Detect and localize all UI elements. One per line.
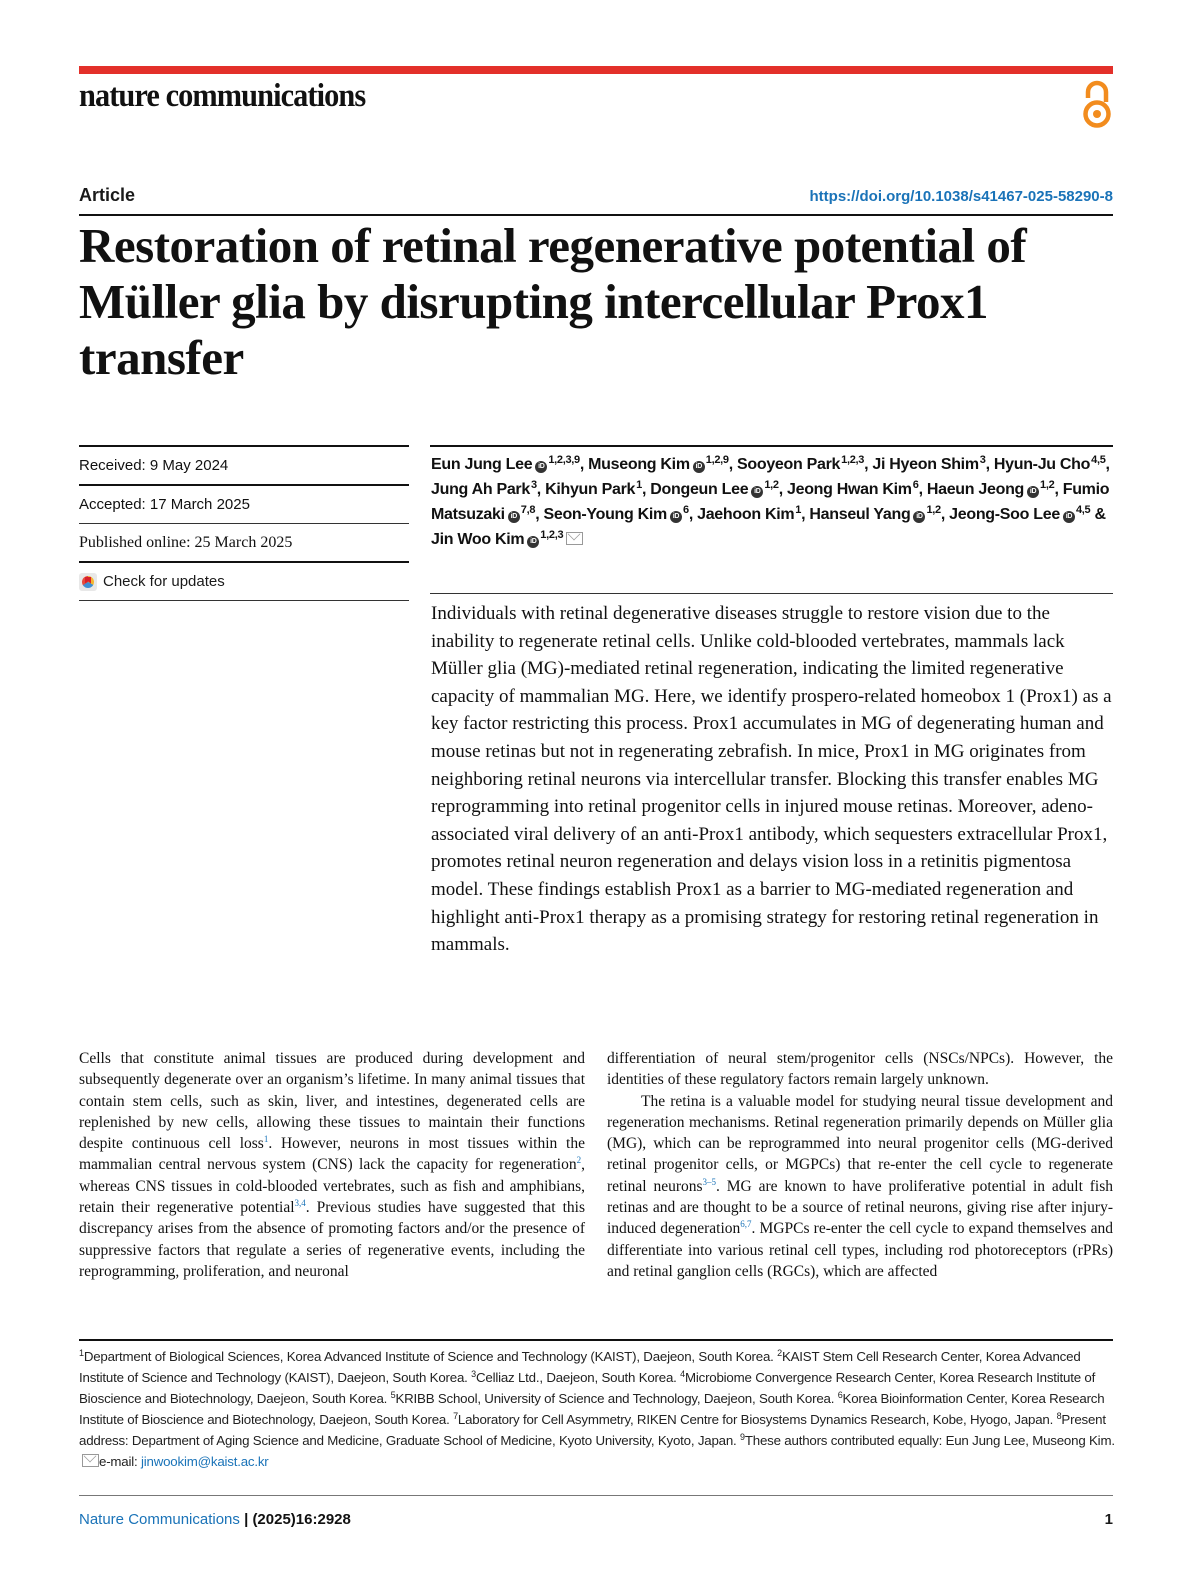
divider <box>79 1339 1113 1341</box>
affiliation-marker: 1,2 <box>764 479 779 491</box>
author-name: Sooyeon Park <box>737 456 841 473</box>
publication-dates <box>79 445 409 601</box>
affiliation-marker: 1 <box>636 479 642 491</box>
check-for-updates-button[interactable] <box>79 563 409 600</box>
affiliation-text: KRIBB School, University of Science and Technology, Daejeon, South Korea. <box>395 1391 838 1406</box>
article-title: Restoration of retinal regenerative potential of Müller glia by disrupting intercellular Prox1 transfer <box>79 218 1027 385</box>
reference-link[interactable]: 3,4 <box>294 1198 306 1209</box>
author-name: Jeong Hwan Kim <box>787 481 912 498</box>
reference-link[interactable]: 2 <box>576 1155 582 1166</box>
affiliation-marker: 1,2,3 <box>841 454 865 466</box>
affiliation-text: Present address: Department of Aging Science and Medicine, Graduate School of Medicine, Kyoto University, Kyoto, Japan. <box>79 1412 1106 1448</box>
affiliation-marker: 1,2,3 <box>540 529 564 541</box>
author-name: Seon-Young Kim <box>543 506 667 523</box>
email-label: e-mail: <box>99 1454 141 1469</box>
email-icon[interactable] <box>566 532 583 545</box>
author-name: Jaehoon Kim <box>697 506 795 523</box>
affiliation-text: KAIST Stem Cell Research Center, Korea Advanced Institute of Science and Technology (KAIST), Daejeon, South Korea. <box>79 1349 1081 1385</box>
divider <box>79 1495 1113 1496</box>
author-name: Eun Jung Lee <box>431 456 533 473</box>
affiliation-marker: 6 <box>912 479 919 491</box>
author-name: Jin Woo Kim <box>431 531 525 548</box>
affiliation-marker: 1,2,3,9 <box>548 454 580 466</box>
author-name: Fumio Matsuzaki <box>431 481 1110 523</box>
affiliation-marker: 4,5 <box>1075 504 1091 516</box>
reference-link[interactable]: 6,7 <box>740 1219 752 1230</box>
author-name: Dongeun Lee <box>650 481 749 498</box>
author-name: Haeun Jeong <box>926 481 1025 498</box>
published-date: Published online: 25 March 2025 <box>79 534 293 551</box>
orcid-icon[interactable]: iD <box>508 511 520 523</box>
orcid-icon[interactable]: iD <box>693 461 705 473</box>
open-access-icon <box>1080 80 1114 130</box>
affiliation-marker: 6 <box>682 504 689 516</box>
check-for-updates-label: Check for updates <box>103 573 225 590</box>
orcid-icon[interactable]: iD <box>535 461 547 473</box>
article-type: Article <box>79 185 136 205</box>
affiliation-text: Laboratory for Cell Asymmetry, RIKEN Centre for Biosystems Dynamics Research, Kobe, Hyogo, Japan. <box>457 1412 1057 1427</box>
brand-bar <box>79 66 1113 74</box>
affiliation-marker: 4,5 <box>1091 454 1106 466</box>
affiliation-number: 9 <box>740 1432 745 1442</box>
affiliation-number: 7 <box>453 1411 458 1421</box>
body-column-left <box>79 1048 585 1282</box>
divider <box>79 600 409 601</box>
author-name: Hanseul Yang <box>809 506 911 523</box>
affiliation-number: 8 <box>1056 1411 1062 1421</box>
journal-link[interactable]: Nature Communications <box>79 1511 240 1528</box>
affiliation-marker: 3 <box>530 479 537 491</box>
doi-link[interactable]: https://doi.org/10.1038/s41467-025-58290-8 <box>809 188 1113 205</box>
page-number: 1 <box>1104 1511 1113 1528</box>
affiliation-text: Korea Bioinformation Center, Korea Research Institute of Bioscience and Biotechnology, Daejeon, South Korea. <box>79 1391 1105 1427</box>
affiliations <box>79 1346 1119 1472</box>
crossmark-icon <box>79 573 97 591</box>
author-name: Kihyun Park <box>545 481 636 498</box>
affiliation-marker: 7,8 <box>520 504 536 516</box>
author-name: Jeong-Soo Lee <box>949 506 1060 523</box>
author-name: Museong Kim <box>588 456 690 473</box>
body-paragraph: differentiation of neural stem/progenitor cells (NSCs/NPCs). However, the identities of these regulatory factors remain largely unknown. <box>607 1050 1113 1089</box>
affiliation-number: 3 <box>471 1369 476 1379</box>
affiliation-number: 4 <box>680 1369 685 1379</box>
journal-logo: nature communications <box>79 78 366 114</box>
affiliation-number: 6 <box>837 1390 843 1400</box>
body-column-right <box>607 1048 1113 1282</box>
affiliation-number: 2 <box>777 1348 782 1358</box>
author-name: Hyun-Ju Cho <box>993 456 1091 473</box>
footer-citation: Nature Communications | (2025)16:2928 <box>79 1511 351 1528</box>
affiliation-text: These authors contributed equally: Eun Jung Lee, Museong Kim. <box>744 1433 1115 1448</box>
divider <box>430 593 1113 594</box>
accepted-date: Accepted: 17 March 2025 <box>79 496 250 513</box>
email-icon <box>82 1454 99 1467</box>
orcid-icon[interactable]: iD <box>1063 511 1075 523</box>
orcid-icon[interactable]: iD <box>670 511 682 523</box>
affiliation-text: Department of Biological Sciences, Korea Advanced Institute of Science and Technology (KAIST), Daejeon, South Korea. <box>83 1349 778 1364</box>
affiliation-marker: 1 <box>795 504 802 516</box>
affiliation-marker: 1,2 <box>926 504 941 516</box>
author-list: Eun Jung Lee iD$^{1,2,3,9}$, Museong Kim iD$^{1,2,9}$, Sooyeon Park$^{1,2,3}$, Ji Hyeon Shim$^3$, Hyun-Ju Cho$^{4,5}$, Jung Ah Park$^3$, Kihyun Park$^1$, Dongeun Lee iD$^{1,2}$, Jeong Hwan Kim$^6$, Haeun Jeong iD$^{1,2}$, Fumio Matsuzaki iD$^{7,8}$, Seon-Young Kim $iD^6$, Jaehoon Kim$^1$, Hanseul Yang iD$^{1,2}$, Jeong-Soo Lee iD$^{4,5}$ & Jin Woo Kim iD$^{1,2,3}$ <box>431 454 1110 548</box>
body-paragraph: Cells that constitute animal tissues are produced during development and subsequently degenerate over an organism’s lifetime. In many animal tissues that contain stem cells, such as skin, liver, and intestines, degenerated cells are replenished by new cells, allowing these tissues to maintain their functions despite continuous cell loss$^1$. However, neurons in most tissues within the mammalian central nervous system (CNS) lack the capacity for regeneration$^2$, whereas CNS tissues in cold-blooded vertebrates, such as fish and amphibians, retain their regenerative potential$^{3,4}$. Previous studies have suggested that this discrepancy arises from the absence of promoting factors and/or the presence of suppressive factors that regulate a series of regenerative events, including the reprogramming, proliferation, and neuronal <box>79 1050 585 1280</box>
divider <box>430 445 1113 447</box>
author-name: Ji Hyeon Shim <box>872 456 979 473</box>
affiliation-marker: 1,2,9 <box>705 454 729 466</box>
reference-link[interactable]: 3–5 <box>702 1176 717 1187</box>
affiliation-text: Celliaz Ltd., Daejeon, South Korea. <box>475 1370 681 1385</box>
affiliation-marker: 1,2 <box>1040 479 1055 491</box>
received-date: Received: 9 May 2024 <box>79 457 229 474</box>
abstract: Individuals with retinal degenerative diseases struggle to restore vision due to the inability to regenerate retinal cells. Unlike cold-blooded vertebrates, mammals lack Müller glia (MG)-mediated retinal regeneration, indicating the limited regenerative capacity of mammalian MG. Here, we identify prospero-related homeobox 1 (Prox1) as a key factor restricting this process. Prox1 accumulates in MG of degenerating human and mouse retinas but not in regenerating zebrafish. In mice, Prox1 in MG originates from neighboring retinal neurons via intercellular transfer. Blocking this transfer enables MG reprogramming into retinal progenitor cells in injured mouse retinas. Moreover, adeno-associated viral delivery of an anti-Prox1 antibody, which sequesters extracellular Prox1, promotes retinal neuron regeneration and delays vision loss in a retinitis pigmentosa model. These findings establish Prox1 as a barrier to MG-mediated regeneration and highlight anti-Prox1 therapy as a promising strategy for restoring retinal regeneration in mammals. <box>431 603 1112 956</box>
divider <box>79 214 1113 216</box>
affiliation-number: 1 <box>79 1348 84 1358</box>
reference-link[interactable]: 1 <box>263 1134 269 1145</box>
orcid-icon[interactable]: iD <box>913 511 925 523</box>
orcid-icon[interactable]: iD <box>527 536 539 548</box>
author-name: Jung Ah Park <box>431 481 530 498</box>
email-link[interactable]: jinwookim@kaist.ac.kr <box>141 1454 269 1469</box>
orcid-icon[interactable]: iD <box>1027 486 1039 498</box>
affiliation-marker: 3 <box>979 454 986 466</box>
affiliation-number: 5 <box>390 1390 396 1400</box>
orcid-icon[interactable]: iD <box>751 486 763 498</box>
affiliation-text: Microbiome Convergence Research Center, Korea Research Institute of Bioscience and Biotechnology, Daejeon, South Korea. <box>79 1370 1096 1406</box>
body-paragraph: The retina is a valuable model for studying neural tissue development and regeneration mechanisms. Retinal regeneration primarily depends on Müller glia (MG), which can be reprogrammed into neural progenitor cells (MG-derived retinal progenitor cells, or MGPCs) that re-enter the cell cycle to regenerate retinal neurons$^{3-5}$. MG are known to have proliferative potential in adult fish retinas and are thought to be a source of retinal neurons, giving rise after injury-induced degeneration$^{6,7}$. MGPCs re-enter the cell cycle to expand themselves and differentiate into various retinal cell types, including rod photoreceptors (rPRs) and retinal ganglion cells (RGCs), which are affected <box>607 1092 1114 1280</box>
